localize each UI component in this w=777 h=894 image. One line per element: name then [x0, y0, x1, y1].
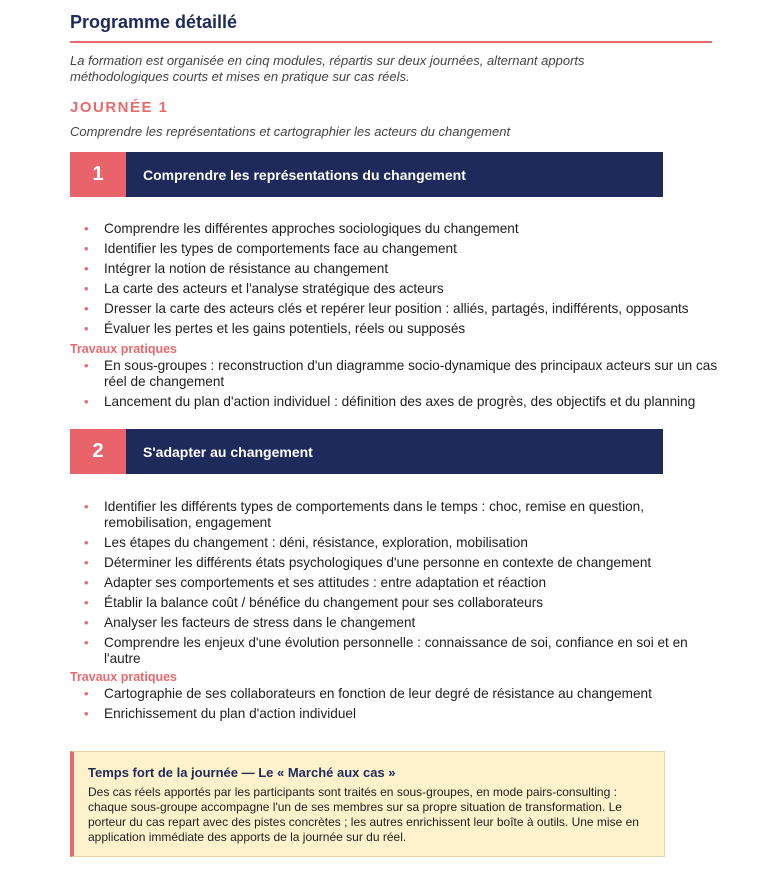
bullet-icon: •: [84, 706, 89, 721]
module-1-number: 1: [70, 152, 126, 197]
bullet-icon: •: [84, 575, 89, 590]
list-item: • Comprendre les enjeux d'une évolution personnelle : connaissance de soi, confiance en soi et en l'autre: [84, 635, 688, 666]
module-2-practice-label: Travaux pratiques: [70, 670, 177, 684]
module-1-practice-label: Travaux pratiques: [70, 342, 177, 356]
highlight-title: Temps fort de la journée — Le « Marché aux cas »: [88, 765, 396, 780]
section-title: Programme détaillé: [70, 12, 712, 43]
module-2-items: [70, 499, 720, 671]
bullet-icon: •: [84, 595, 89, 610]
highlight-body: Des cas réels apportés par les participants sont traités en sous-groupes, en mode pairs-consulting : chaque sous-groupe accompagne l'un de ses membres sur sa propre situation de transformation. Le porteur du cas repart avec des pistes concrètes ; les autres enrichissent leur boîte à outils. Une mise en application immédiate des apports de la journée sur du réel.: [88, 785, 639, 844]
module-2-number: 2: [70, 429, 126, 474]
list-item: • Établir la balance coût / bénéfice du changement pour ses collaborateurs: [84, 595, 544, 610]
list-item: • Identifier les types de comportements face au changement: [84, 241, 457, 256]
bullet-icon: •: [84, 615, 89, 630]
list-item: • Lancement du plan d'action individuel : définition des axes de progrès, des objectifs et du planning: [84, 394, 696, 409]
day-subtitle: Comprendre les représentations et cartographier les acteurs du changement: [70, 124, 511, 139]
list-item: • En sous-groupes : reconstruction d'un diagramme socio-dynamique des principaux acteurs sur un cas réel de changement: [84, 358, 718, 389]
list-item: • Comprendre les différentes approches sociologiques du changement: [84, 221, 519, 236]
module-1-title: Comprendre les représentations du changement: [126, 152, 663, 197]
bullet-icon: •: [84, 358, 89, 373]
list-item: • Identifier les différents types de comportements dans le temps : choc, remise en question, remobilisation, engagement: [84, 499, 644, 530]
bullet-icon: •: [84, 686, 89, 701]
bullet-icon: •: [84, 499, 89, 514]
bullet-icon: •: [84, 394, 89, 409]
highlight-box: [70, 751, 665, 857]
list-item: • Adapter ses comportements et ses attitudes : entre adaptation et réaction: [84, 575, 547, 590]
module-2-practice: [70, 686, 720, 726]
list-item: • Analyser les facteurs de stress dans le changement: [84, 615, 416, 630]
bullet-icon: •: [84, 281, 89, 296]
day-title: JOURNÉE 1: [70, 99, 169, 116]
bullet-icon: •: [84, 555, 89, 570]
module-2-title: S'adapter au changement: [126, 429, 663, 474]
list-item: • Cartographie de ses collaborateurs en fonction de leur degré de résistance au changement: [84, 686, 652, 701]
bullet-icon: •: [84, 635, 89, 650]
module-1-header: [70, 152, 663, 197]
bullet-icon: •: [84, 241, 89, 256]
bullet-icon: •: [84, 321, 89, 336]
list-item: • Dresser la carte des acteurs clés et repérer leur position : alliés, partagés, indifférents, opposants: [84, 301, 689, 316]
list-item: • Les étapes du changement : déni, résistance, exploration, mobilisation: [84, 535, 528, 550]
module-1-items: [70, 221, 720, 341]
module-1-practice: [70, 358, 720, 414]
list-item: • Déterminer les différents états psychologiques d'une personne en contexte de changement: [84, 555, 652, 570]
bullet-icon: •: [84, 221, 89, 236]
intro-text: La formation est organisée en cinq modules, répartis sur deux journées, alternant apports méthodologiques courts et mises en pratique sur cas réels.: [70, 53, 585, 84]
bullet-icon: •: [84, 261, 89, 276]
list-item: • Évaluer les pertes et les gains potentiels, réels ou supposés: [84, 321, 466, 336]
list-item: • La carte des acteurs et l'analyse stratégique des acteurs: [84, 281, 444, 296]
list-item: • Enrichissement du plan d'action individuel: [84, 706, 356, 721]
bullet-icon: •: [84, 535, 89, 550]
list-item: • Intégrer la notion de résistance au changement: [84, 261, 389, 276]
bullet-icon: •: [84, 301, 89, 316]
module-2-header: [70, 429, 663, 474]
